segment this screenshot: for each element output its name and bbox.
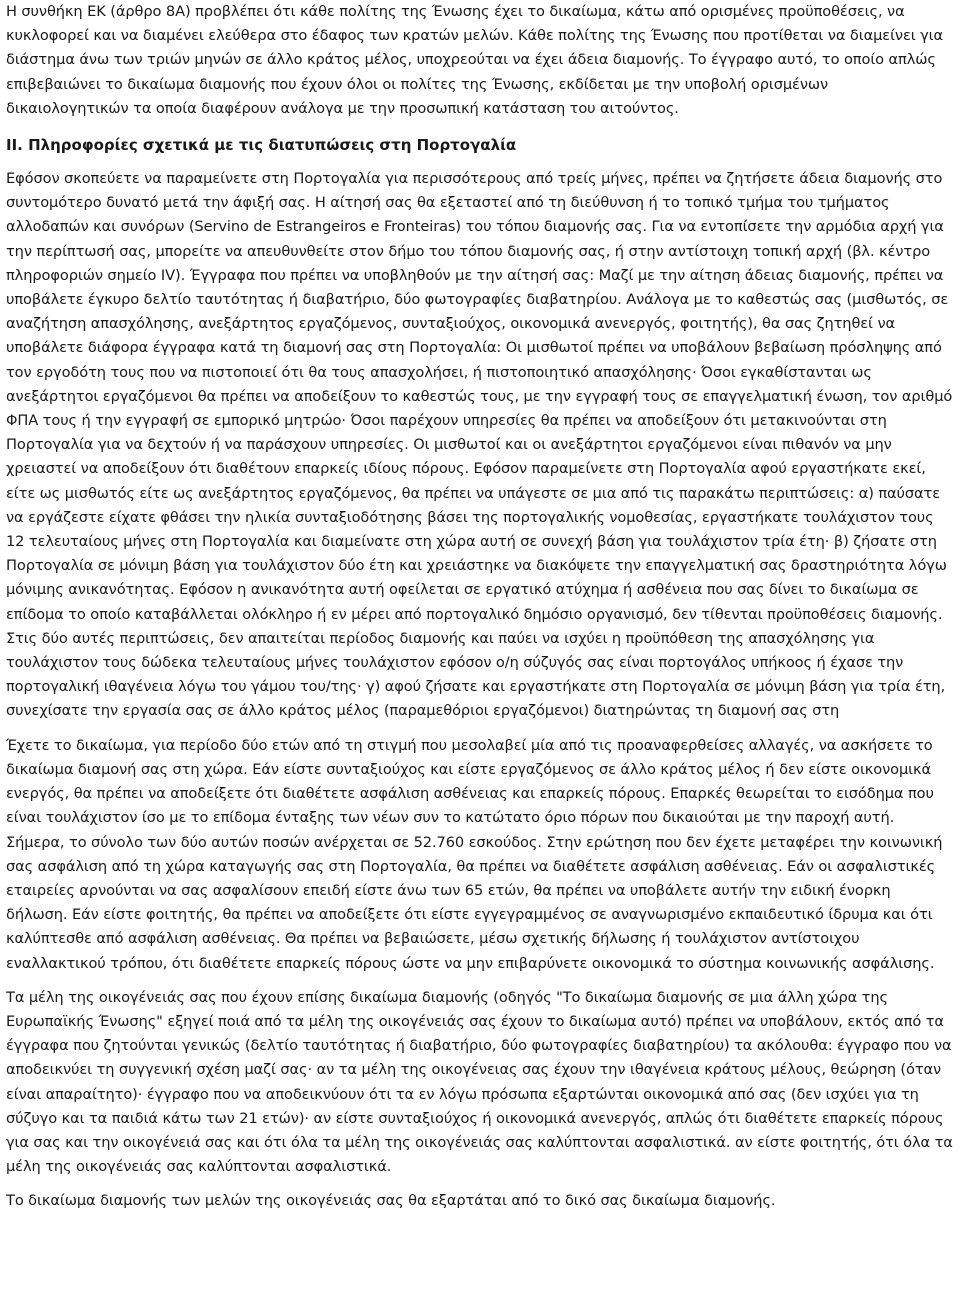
- closing-paragraph: Το δικαίωμα διαμονής των μελών της οικογένειάς σας θα εξαρτάται από το δικό σας δικαίωμα διαμονής.: [6, 1192, 776, 1210]
- intro-paragraph: Η συνθήκη ΕΚ (άρθρο 8Α) προβλέπει ότι κάθε πολίτης της Ένωσης έχει το δικαίωμα, κάτω από ορισμένες προϋποθέσεις, να κυκλοφορεί και να διαμένει ελεύθερα στο έδαφος των κρατών μελών. Κάθε πολίτης της Ένωσης που προτίθεται να διαμείνει για διάστημα άνω των τριών μηνών σε άλλο κράτος μέλος, υποχρεούται να έχει άδεια διαμονής. Το έγγραφο αυτό, το οποίο απλώς επιβεβαιώνει το δικαίωμα διαμονής που έχουν όλοι οι πολίτες της Ένωσης, εκδίδεται με την υποβολή ορισμένων δικαιολογητικών τα οποία διαφέρουν ανάλογα με την προσωπική κατάσταση του αιτούντος.: [6, 3, 944, 117]
- section-heading: II. Πληροφορίες σχετικά με τις διατυπώσεις στη Πορτογαλία: [6, 136, 517, 155]
- section-paragraph-1: Εφόσον σκοπεύετε να παραμείνετε στη Πορτογαλία για περισσότερους από τρείς μήνες, πρέπει να ζητήσετε άδεια διαμονής στο συντομότερο δυνατό μετά την άφιξή σας. Η αίτησή σας θα εξεταστεί από τη διεύθυνση ή το τοπικό τμήμα του τμήματος αλλοδαπών και συνόρων (Servino de Estrangeiros e Fronteiras) του τόπου διαμονής σας. Για να εντοπίσετε την αρμόδια αρχή για την περίπτωσή σας, μπορείτε να απευθυνθείτε στον δήμο του τόπου διαμονής σας, ή στην αντίστοιχη τοπική αρχή (βλ. κέντρο πληροφοριών σημείο IV). Έγγραφα που πρέπει να υποβληθούν με την αίτησή σας: Μαζί με την αίτηση άδειας διαμονής, πρέπει να υποβάλετε έγκυρο δελτίο ταυτότητας ή διαβατήριο, δύο φωτογραφίες διαβατηρίου. Ανάλογα με το καθεστώς σας (μισθωτός, σε αναζήτηση απασχόλησης, ανεξάρτητος εργαζόμενος, συνταξιούχος, οικονομικά ανενεργός, φοιτητής), θα σας ζητηθεί να υποβάλετε διάφορα έγγραφα κατά τη διαμονή σας στη Πορτογαλία: Οι μισθωτοί πρέπει να υποβάλουν βεβαίωση πρόσληψης από τον εργοδότη τους που να πιστοποιεί ότι θα τους απασχολήσει, ή πιστοποιητικό απασχόλησης· Όσοι εγκαθίστανται ως ανεξάρτητοι εργαζόμενοι θα πρέπει να αποδείξουν το καθεστώς τους, με την εγγραφή τους σε επαγγελματική ένωση, τον αριθμό ΦΠΑ τους ή την εγγραφή σε εμπορικό μητρώο· Όσοι παρέχουν υπηρεσίες θα πρέπει να αποδείξουν ότι μετακινούνται στη Πορτογαλία για να δεχτούν ή να παράσχουν υπηρεσίες. Οι μισθωτοί και οι ανεξάρτητοι εργαζόμενοι είναι πιθανόν να μην χρειαστεί να αποδείξουν ότι διαθέτουν επαρκείς ιδίους πόρους. Εφόσον παραμείνετε στη Πορτογαλία αφού εργαστήκατε εκεί, είτε ως μισθωτός είτε ως ανεξάρτητος εργαζόμενος, θα πρέπει να υπάγεστε σε μια από τις παρακάτω περιπτώσεις: α) παύσατε να εργάζεστε είχατε φθάσει την ηλικία συνταξιοδότησης βάσει της πορτογαλικής νομοθεσίας, εργαστήκατε τουλάχιστον τους 12 τελευταίους μήνες στη Πορτογαλία και διαμείνατε στη χώρα αυτή σε συνεχή βάση για τουλάχιστον τρία έτη· β) ζήσατε στη Πορτογαλία σε μόνιμη βάση για τουλάχιστον δύο έτη και χρειάστηκε να διακόψετε την επαγγελματική σας δραστηριότητα λόγω μόνιμης ανικανότητας. Εφόσον η ανικανότητα αυτή οφείλεται σε εργατικό ατύχημα ή ασθένεια που σας δίνει το δικαίωμα σε επίδομα το οποίο καταβάλλεται ολόκληρο ή εν μέρει από πορτογαλικό δημόσιο οργανισμό, δεν τίθενται προϋποθέσεις διαμονής. Στις δύο αυτές περιπτώσεις, δεν απαιτείται περίοδος διαμονής και παύει να ισχύει η προϋπόθεση της απασχόλησης για τουλάχιστον τους δώδεκα τελευταίους μήνες τουλάχιστον εφόσον ο/η σύζυγός σας είναι πορτογάλος υπήκοος ή έχασε την πορτογαλική ιθαγένεια λόγω του γάμου του/της· γ) αφού ζήσατε και εργαστήκατε στη Πορτογαλία σε μόνιμη βάση για τρία έτη, συνεχίσατε την εργασία σας σε άλλο κράτος μέλος (παραμεθόριοι εργαζόμενοι) διατηρώντας τη διαμονή σας στη: [6, 170, 953, 720]
- section-paragraph-2: Έχετε το δικαίωμα, για περίοδο δύο ετών από τη στιγμή που μεσολαβεί μία από τις προαναφερθείσες αλλαγές, να ασκήσετε το δικαίωμα διαμονή σας στη χώρα. Εάν είστε συνταξιούχος και είστε εργαζόμενος σε άλλο κράτος μέλος ή δεν είστε οικονομικά ενεργός, θα πρέπει να αποδείξετε ότι διαθέτετε ασφάλιση ασθένειας και επαρκείς πόρους. Επαρκές θεωρείται το εισόδημα που είναι τουλάχιστον ίσο με το επίδομα ένταξης των νέων συν το κατώτατο όριο πόρων που δικαιούται με την παροχή αυτή. Σήμερα, το σύνολο των δύο αυτών ποσών ανέρχεται σε 52.760 εσκούδος. Στην ερώτηση που δεν έχετε μεταφέρει την κοινωνική σας ασφάλιση από τη χώρα καταγωγής σας στη Πορτογαλία, θα πρέπει να διαθέτετε ασφάλιση ασθένειας. Εάν οι ασφαλιστικές εταιρείες αρνούνται να σας ασφαλίσουν επειδή είστε άνω των 65 ετών, θα πρέπει να υποβάλετε αυτήν την ειδική ένορκη δήλωση. Εάν είστε φοιτητής, θα πρέπει να αποδείξετε ότι είστε εγγεγραμμένος σε αναγνωρισμένο εκπαιδευτικό ίδρυμα και ότι καλύπτεσθε από ασφάλιση ασθένειας. Θα πρέπει να βεβαιώσετε, μέσω σχετικής δήλωσης ή τουλάχιστον αντίστοιχου εναλλακτικού τρόπου, ότι διαθέτετε επαρκείς πόρους ώστε να μην επιβαρύνετε οικονομικά το σύστημα κοινωνικής ασφάλισης.: [6, 736, 943, 972]
- section-paragraph-3: Τα μέλη της οικογένειάς σας που έχουν επίσης δικαίωμα διαμονής (οδηγός "Το δικαίωμα διαμονής σε μια άλλη χώρα της Ευρωπαϊκής Ένωσης" εξηγεί ποιά από τα μέλη της οικογένειάς σας έχουν το δικαίωμα αυτό) πρέπει να υποβάλουν, εκτός από τα έγγραφα που ζητούνται γενικώς (δελτίο ταυτότητας ή διαβατήριο, δύο φωτογραφίες διαβατηρίου) τα ακόλουθα: έγγραφο που να αποδεικνύει τη συγγενική σχέση μαζί σας· αν τα μέλη της οικογένειας σας έχουν την ιθαγένεια κράτους μέλους, θεώρηση (όταν είναι απαραίτητο)· έγγραφο που να αποδεικνύουν ότι τα εν λόγω πρόσωπα εξαρτώνται οικονομικά από σας (δεν ισχύει για τη σύζυγο και τα παιδιά κάτω των 21 ετών)· αν είστε συνταξιούχος ή οικονομικά ανενεργός, απλώς ότι διαθέτετε επαρκείς πόρους για σας και την οικογένειά σας και ότι όλα τα μέλη της οικογένειάς σας καλύπτονται ασφαλιστικά. αν είστε φοιτητής, ότι όλα τα μέλη της οικογένειάς σας καλύπτονται ασφαλιστικά.: [6, 988, 953, 1176]
